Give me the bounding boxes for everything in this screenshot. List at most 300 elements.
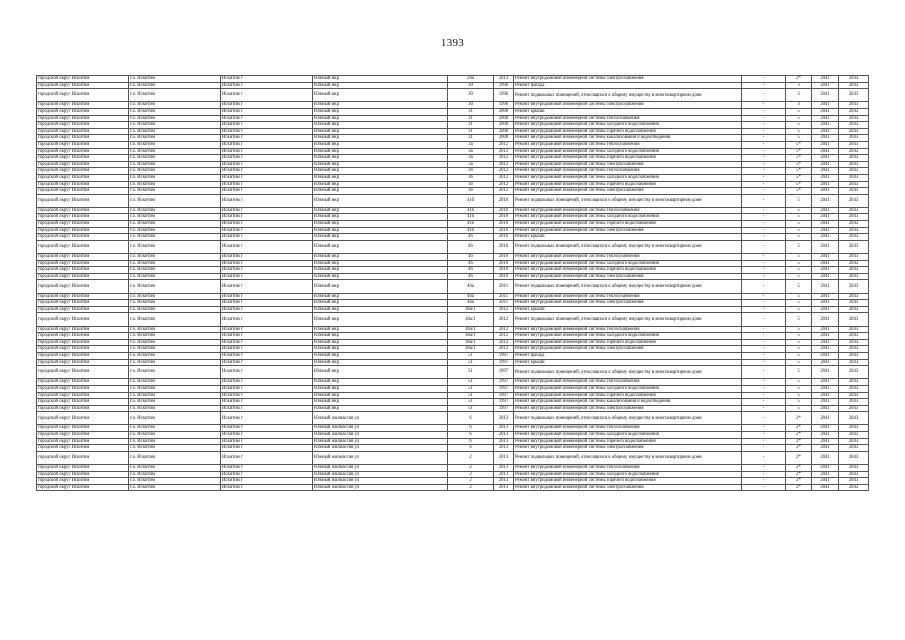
table-row bbox=[37, 76, 869, 83]
cell-end-year: 2043 bbox=[839, 484, 869, 491]
cell-end-year: 2043 bbox=[839, 254, 869, 261]
cell-year-built: 1997 bbox=[494, 352, 514, 359]
cell-street: Южный мкр bbox=[313, 227, 448, 234]
cell-house-number: 3а bbox=[448, 155, 494, 162]
cell-term: 2* bbox=[786, 478, 812, 485]
cell-district: городской округ Искитим bbox=[37, 227, 129, 234]
cell-district: городской округ Искитим bbox=[37, 181, 129, 188]
table-row bbox=[37, 89, 869, 102]
cell-house-number: 46 bbox=[448, 273, 494, 280]
cell-start-year: 2041 bbox=[812, 260, 839, 267]
cell-settlement: г.о. Искитим bbox=[129, 445, 221, 452]
cell-house-number: 51 bbox=[448, 405, 494, 412]
cell-settlement: г.о. Искитим bbox=[129, 188, 221, 195]
table-row bbox=[37, 313, 869, 326]
cell-district: городской округ Искитим bbox=[37, 221, 129, 228]
cell-district: городской округ Искитим bbox=[37, 379, 129, 386]
table-row bbox=[37, 135, 869, 142]
cell-term: 5 bbox=[786, 306, 812, 313]
table-row bbox=[37, 392, 869, 399]
cell-work-type: Ремонт подвальных помещений, относящихся к общему имуществу в многоквартирном доме bbox=[514, 451, 742, 464]
cell-street: Южный мкр bbox=[313, 122, 448, 129]
table-row bbox=[37, 174, 869, 181]
cell-term: 5 bbox=[786, 333, 812, 340]
cell-start-year: 2041 bbox=[812, 339, 839, 346]
cell-street: Южный мкр bbox=[313, 194, 448, 207]
cell-end-year: 2043 bbox=[839, 300, 869, 307]
cell-district: городской округ Искитим bbox=[37, 432, 129, 439]
cell-end-year: 2043 bbox=[839, 207, 869, 214]
cell-year-built: 2012 bbox=[494, 174, 514, 181]
cell-year-built: 2013 bbox=[494, 432, 514, 439]
cell-house-number: 41б bbox=[448, 194, 494, 207]
cell-house-number: 31 bbox=[448, 128, 494, 135]
cell-work-type: Ремонт внутридомовой инженерной системы горячего водоснабжения bbox=[514, 155, 742, 162]
cell-city: Искитим г bbox=[221, 392, 313, 399]
cell-start-year: 2041 bbox=[812, 478, 839, 485]
cell-district: городской округ Искитим bbox=[37, 471, 129, 478]
cell-year-built: 2010 bbox=[494, 267, 514, 274]
cell-end-year: 2043 bbox=[839, 432, 869, 439]
cell-term: 5* bbox=[786, 161, 812, 168]
cell-work-type: Ремонт фасада bbox=[514, 82, 742, 89]
cell-end-year: 2043 bbox=[839, 366, 869, 379]
cell-settlement: г.о. Искитим bbox=[129, 122, 221, 129]
cell-flag: - bbox=[742, 445, 786, 452]
cell-work-type: Ремонт подвальных помещений, относящихся к общему имуществу в многоквартирном доме bbox=[514, 366, 742, 379]
cell-settlement: г.о. Искитим bbox=[129, 438, 221, 445]
cell-settlement: г.о. Искитим bbox=[129, 141, 221, 148]
cell-city: Искитим г bbox=[221, 108, 313, 115]
cell-house-number: 46 bbox=[448, 254, 494, 261]
cell-flag: - bbox=[742, 141, 786, 148]
cell-term: 5 bbox=[786, 234, 812, 241]
cell-term: 5 bbox=[786, 194, 812, 207]
cell-start-year: 2041 bbox=[812, 102, 839, 109]
cell-street: Южный мкр bbox=[313, 181, 448, 188]
cell-street: Южный мкр bbox=[313, 102, 448, 109]
cell-city: Искитим г bbox=[221, 128, 313, 135]
cell-house-number: 3б bbox=[448, 174, 494, 181]
cell-house-number: 51 bbox=[448, 352, 494, 359]
cell-house-number: 2 bbox=[448, 465, 494, 472]
cell-work-type: Ремонт внутридомовой инженерной системы теплоснабжения bbox=[514, 379, 742, 386]
cell-city: Искитим г bbox=[221, 273, 313, 280]
table-row bbox=[37, 188, 869, 195]
cell-city: Искитим г bbox=[221, 188, 313, 195]
cell-end-year: 2043 bbox=[839, 122, 869, 129]
cell-house-number: 46а bbox=[448, 293, 494, 300]
cell-city: Искитим г bbox=[221, 484, 313, 491]
cell-end-year: 2043 bbox=[839, 359, 869, 366]
cell-term: 3 bbox=[786, 82, 812, 89]
cell-district: городской округ Искитим bbox=[37, 168, 129, 175]
cell-start-year: 2041 bbox=[812, 425, 839, 432]
cell-settlement: г.о. Искитим bbox=[129, 108, 221, 115]
cell-term: 2* bbox=[786, 465, 812, 472]
table-row bbox=[37, 267, 869, 274]
cell-end-year: 2043 bbox=[839, 405, 869, 412]
cell-house-number: 6 bbox=[448, 412, 494, 425]
cell-city: Искитим г bbox=[221, 478, 313, 485]
cell-street: Южный мкр bbox=[313, 379, 448, 386]
cell-city: Искитим г bbox=[221, 293, 313, 300]
cell-end-year: 2043 bbox=[839, 260, 869, 267]
cell-district: городской округ Искитим bbox=[37, 293, 129, 300]
cell-house-number: 51 bbox=[448, 366, 494, 379]
cell-term: 5 bbox=[786, 227, 812, 234]
cell-flag: - bbox=[742, 280, 786, 293]
cell-flag: - bbox=[742, 425, 786, 432]
cell-district: городской округ Искитим bbox=[37, 425, 129, 432]
cell-settlement: г.о. Искитим bbox=[129, 300, 221, 307]
cell-city: Искитим г bbox=[221, 76, 313, 83]
cell-city: Искитим г bbox=[221, 168, 313, 175]
cell-flag: - bbox=[742, 412, 786, 425]
cell-street: Южный жилмассив ул bbox=[313, 438, 448, 445]
cell-term: 3 bbox=[786, 89, 812, 102]
cell-start-year: 2041 bbox=[812, 313, 839, 326]
cell-year-built: 2011 bbox=[494, 293, 514, 300]
cell-street: Южный мкр bbox=[313, 273, 448, 280]
cell-city: Искитим г bbox=[221, 438, 313, 445]
cell-street: Южный жилмассив ул bbox=[313, 425, 448, 432]
cell-settlement: г.о. Искитим bbox=[129, 339, 221, 346]
cell-flag: - bbox=[742, 260, 786, 267]
table-row bbox=[37, 346, 869, 353]
cell-year-built: 2013 bbox=[494, 484, 514, 491]
cell-house-number: 51 bbox=[448, 379, 494, 386]
cell-settlement: г.о. Искитим bbox=[129, 174, 221, 181]
cell-street: Южный мкр bbox=[313, 214, 448, 221]
cell-city: Искитим г bbox=[221, 260, 313, 267]
cell-year-built: 1996 bbox=[494, 89, 514, 102]
cell-end-year: 2043 bbox=[839, 148, 869, 155]
cell-flag: - bbox=[742, 379, 786, 386]
cell-settlement: г.о. Искитим bbox=[129, 207, 221, 214]
cell-house-number: 41б bbox=[448, 207, 494, 214]
cell-work-type: Ремонт внутридомовой инженерной системы холодного водоснабжения bbox=[514, 122, 742, 129]
table-row bbox=[37, 280, 869, 293]
cell-start-year: 2041 bbox=[812, 108, 839, 115]
cell-year-built: 2000 bbox=[494, 122, 514, 129]
cell-settlement: г.о. Искитим bbox=[129, 82, 221, 89]
cell-start-year: 2041 bbox=[812, 293, 839, 300]
cell-term: 2* bbox=[786, 76, 812, 83]
cell-term: 5 bbox=[786, 207, 812, 214]
cell-flag: - bbox=[742, 240, 786, 253]
table-row bbox=[37, 465, 869, 472]
cell-work-type: Ремонт внутридомовой инженерной системы электроснабжения bbox=[514, 346, 742, 353]
cell-district: городской округ Искитим bbox=[37, 260, 129, 267]
cell-year-built: 2010 bbox=[494, 234, 514, 241]
cell-start-year: 2041 bbox=[812, 254, 839, 261]
cell-start-year: 2041 bbox=[812, 451, 839, 464]
cell-settlement: г.о. Искитим bbox=[129, 379, 221, 386]
cell-year-built: 2013 bbox=[494, 478, 514, 485]
cell-work-type: Ремонт внутридомовой инженерной системы теплоснабжения bbox=[514, 207, 742, 214]
cell-district: городской округ Искитим bbox=[37, 412, 129, 425]
cell-start-year: 2041 bbox=[812, 267, 839, 274]
cell-city: Искитим г bbox=[221, 399, 313, 406]
table-row bbox=[37, 333, 869, 340]
cell-city: Искитим г bbox=[221, 221, 313, 228]
cell-city: Искитим г bbox=[221, 366, 313, 379]
cell-end-year: 2043 bbox=[839, 273, 869, 280]
cell-flag: - bbox=[742, 214, 786, 221]
cell-flag: - bbox=[742, 273, 786, 280]
cell-start-year: 2041 bbox=[812, 326, 839, 333]
cell-work-type: Ремонт подвальных помещений, относящихся к общему имуществу в многоквартирном доме bbox=[514, 313, 742, 326]
cell-house-number: 46а bbox=[448, 300, 494, 307]
cell-term: 5 bbox=[786, 135, 812, 142]
cell-house-number: 46а/1 bbox=[448, 306, 494, 313]
cell-year-built: 2012 bbox=[494, 306, 514, 313]
cell-district: городской округ Искитим bbox=[37, 352, 129, 359]
table-row bbox=[37, 405, 869, 412]
cell-start-year: 2041 bbox=[812, 300, 839, 307]
cell-street: Южный мкр bbox=[313, 108, 448, 115]
cell-work-type: Ремонт внутридомовой инженерной системы электроснабжения bbox=[514, 161, 742, 168]
cell-flag: - bbox=[742, 326, 786, 333]
table-row bbox=[37, 339, 869, 346]
cell-term: 5 bbox=[786, 326, 812, 333]
cell-flag: - bbox=[742, 359, 786, 366]
cell-term: 5* bbox=[786, 181, 812, 188]
cell-district: городской округ Искитим bbox=[37, 333, 129, 340]
cell-settlement: г.о. Искитим bbox=[129, 76, 221, 83]
cell-start-year: 2041 bbox=[812, 89, 839, 102]
table-row bbox=[37, 128, 869, 135]
cell-district: городской округ Искитим bbox=[37, 313, 129, 326]
cell-house-number: 3а bbox=[448, 148, 494, 155]
cell-district: городской округ Искитим bbox=[37, 385, 129, 392]
cell-term: 5 bbox=[786, 108, 812, 115]
cell-city: Искитим г bbox=[221, 227, 313, 234]
table-row bbox=[37, 451, 869, 464]
cell-work-type: Ремонт внутридомовой инженерной системы канализования и водоотведения bbox=[514, 399, 742, 406]
cell-start-year: 2041 bbox=[812, 352, 839, 359]
cell-end-year: 2043 bbox=[839, 379, 869, 386]
cell-settlement: г.о. Искитим bbox=[129, 366, 221, 379]
cell-end-year: 2043 bbox=[839, 155, 869, 162]
cell-year-built: 2012 bbox=[494, 161, 514, 168]
cell-start-year: 2041 bbox=[812, 366, 839, 379]
cell-city: Искитим г bbox=[221, 194, 313, 207]
cell-term: 2* bbox=[786, 412, 812, 425]
cell-end-year: 2043 bbox=[839, 280, 869, 293]
cell-flag: - bbox=[742, 234, 786, 241]
cell-term: 5 bbox=[786, 128, 812, 135]
cell-house-number: 6 bbox=[448, 445, 494, 452]
cell-term: 2* bbox=[786, 484, 812, 491]
cell-house-number: 41б bbox=[448, 227, 494, 234]
cell-start-year: 2041 bbox=[812, 141, 839, 148]
cell-start-year: 2041 bbox=[812, 221, 839, 228]
cell-work-type: Ремонт подвальных помещений, относящихся к общему имуществу в многоквартирном доме bbox=[514, 89, 742, 102]
cell-start-year: 2041 bbox=[812, 234, 839, 241]
cell-end-year: 2043 bbox=[839, 339, 869, 346]
table-body bbox=[37, 76, 869, 491]
cell-flag: - bbox=[742, 366, 786, 379]
cell-district: городской округ Искитим bbox=[37, 141, 129, 148]
cell-term: 5 bbox=[786, 366, 812, 379]
table-row bbox=[37, 385, 869, 392]
cell-work-type: Ремонт внутридомовой инженерной системы электроснабжения bbox=[514, 300, 742, 307]
cell-work-type: Ремонт внутридомовой инженерной системы теплоснабжения bbox=[514, 115, 742, 122]
cell-term: 5 bbox=[786, 379, 812, 386]
cell-street: Южный мкр bbox=[313, 148, 448, 155]
cell-work-type: Ремонт внутридомовой инженерной системы горячего водоснабжения bbox=[514, 128, 742, 135]
cell-end-year: 2043 bbox=[839, 352, 869, 359]
cell-house-number: 6 bbox=[448, 438, 494, 445]
cell-work-type: Ремонт крыши bbox=[514, 306, 742, 313]
cell-city: Искитим г bbox=[221, 313, 313, 326]
cell-year-built: 2013 bbox=[494, 465, 514, 472]
cell-street: Южный мкр bbox=[313, 306, 448, 313]
cell-street: Южный жилмассив ул bbox=[313, 465, 448, 472]
table-row bbox=[37, 240, 869, 253]
cell-end-year: 2043 bbox=[839, 76, 869, 83]
cell-district: городской округ Искитим bbox=[37, 451, 129, 464]
cell-settlement: г.о. Искитим bbox=[129, 280, 221, 293]
cell-flag: - bbox=[742, 300, 786, 307]
cell-district: городской округ Искитим bbox=[37, 89, 129, 102]
table-row bbox=[37, 141, 869, 148]
cell-street: Южный жилмассив ул bbox=[313, 478, 448, 485]
cell-year-built: 2010 bbox=[494, 194, 514, 207]
cell-house-number: 31 bbox=[448, 108, 494, 115]
cell-work-type: Ремонт внутридомовой инженерной системы электроснабжения bbox=[514, 76, 742, 83]
cell-start-year: 2041 bbox=[812, 128, 839, 135]
cell-house-number: 46а/1 bbox=[448, 326, 494, 333]
cell-term: 5 bbox=[786, 115, 812, 122]
cell-district: городской округ Искитим bbox=[37, 188, 129, 195]
cell-year-built: 2012 bbox=[494, 181, 514, 188]
cell-street: Южный мкр bbox=[313, 359, 448, 366]
cell-flag: - bbox=[742, 339, 786, 346]
cell-district: городской округ Искитим bbox=[37, 148, 129, 155]
cell-term: 2* bbox=[786, 451, 812, 464]
cell-end-year: 2043 bbox=[839, 168, 869, 175]
cell-house-number: 51 bbox=[448, 399, 494, 406]
cell-city: Искитим г bbox=[221, 135, 313, 142]
cell-end-year: 2043 bbox=[839, 82, 869, 89]
cell-end-year: 2043 bbox=[839, 161, 869, 168]
cell-flag: - bbox=[742, 267, 786, 274]
cell-district: городской округ Искитим bbox=[37, 280, 129, 293]
cell-year-built: 2012 bbox=[494, 168, 514, 175]
cell-city: Искитим г bbox=[221, 254, 313, 261]
cell-start-year: 2041 bbox=[812, 122, 839, 129]
cell-end-year: 2043 bbox=[839, 438, 869, 445]
cell-start-year: 2041 bbox=[812, 405, 839, 412]
cell-city: Искитим г bbox=[221, 379, 313, 386]
table-row bbox=[37, 399, 869, 406]
table-row bbox=[37, 221, 869, 228]
cell-district: городской округ Искитим bbox=[37, 366, 129, 379]
cell-term: 2* bbox=[786, 432, 812, 439]
cell-city: Искитим г bbox=[221, 181, 313, 188]
cell-settlement: г.о. Искитим bbox=[129, 260, 221, 267]
cell-district: городской округ Искитим bbox=[37, 359, 129, 366]
cell-settlement: г.о. Искитим bbox=[129, 326, 221, 333]
cell-end-year: 2043 bbox=[839, 174, 869, 181]
cell-year-built: 2012 bbox=[494, 148, 514, 155]
cell-settlement: г.о. Искитим bbox=[129, 313, 221, 326]
cell-year-built: 1997 bbox=[494, 379, 514, 386]
cell-work-type: Ремонт внутридомовой инженерной системы электроснабжения bbox=[514, 484, 742, 491]
cell-house-number: 6 bbox=[448, 432, 494, 439]
cell-term: 5 bbox=[786, 346, 812, 353]
cell-start-year: 2041 bbox=[812, 359, 839, 366]
cell-city: Искитим г bbox=[221, 280, 313, 293]
cell-work-type: Ремонт фасада bbox=[514, 352, 742, 359]
cell-end-year: 2043 bbox=[839, 313, 869, 326]
cell-settlement: г.о. Искитим bbox=[129, 155, 221, 162]
table-row bbox=[37, 214, 869, 221]
table-row bbox=[37, 108, 869, 115]
cell-city: Искитим г bbox=[221, 405, 313, 412]
table-row bbox=[37, 359, 869, 366]
cell-street: Южный жилмассив ул bbox=[313, 451, 448, 464]
cell-work-type: Ремонт крыши bbox=[514, 108, 742, 115]
cell-start-year: 2041 bbox=[812, 379, 839, 386]
cell-start-year: 2041 bbox=[812, 240, 839, 253]
cell-start-year: 2041 bbox=[812, 333, 839, 340]
cell-start-year: 2041 bbox=[812, 399, 839, 406]
cell-end-year: 2043 bbox=[839, 227, 869, 234]
cell-district: городской округ Искитим bbox=[37, 254, 129, 261]
cell-settlement: г.о. Искитим bbox=[129, 148, 221, 155]
cell-flag: - bbox=[742, 346, 786, 353]
cell-city: Искитим г bbox=[221, 445, 313, 452]
cell-district: городской округ Искитим bbox=[37, 240, 129, 253]
cell-district: городской округ Искитим bbox=[37, 234, 129, 241]
table-row bbox=[37, 352, 869, 359]
cell-end-year: 2043 bbox=[839, 108, 869, 115]
cell-term: 2* bbox=[786, 438, 812, 445]
cell-end-year: 2043 bbox=[839, 240, 869, 253]
cell-year-built: 2013 bbox=[494, 412, 514, 425]
cell-end-year: 2043 bbox=[839, 346, 869, 353]
cell-street: Южный мкр bbox=[313, 326, 448, 333]
cell-term: 2* bbox=[786, 425, 812, 432]
cell-settlement: г.о. Искитим bbox=[129, 306, 221, 313]
cell-street: Южный мкр bbox=[313, 260, 448, 267]
cell-end-year: 2043 bbox=[839, 89, 869, 102]
cell-settlement: г.о. Искитим bbox=[129, 392, 221, 399]
cell-settlement: г.о. Искитим bbox=[129, 432, 221, 439]
cell-start-year: 2041 bbox=[812, 227, 839, 234]
cell-settlement: г.о. Искитим bbox=[129, 115, 221, 122]
cell-city: Искитим г bbox=[221, 89, 313, 102]
cell-city: Искитим г bbox=[221, 174, 313, 181]
cell-district: городской округ Искитим bbox=[37, 300, 129, 307]
cell-flag: - bbox=[742, 122, 786, 129]
cell-flag: - bbox=[742, 115, 786, 122]
cell-street: Южный мкр bbox=[313, 385, 448, 392]
cell-flag: - bbox=[742, 471, 786, 478]
cell-city: Искитим г bbox=[221, 102, 313, 109]
cell-term: 5* bbox=[786, 141, 812, 148]
cell-end-year: 2043 bbox=[839, 102, 869, 109]
cell-year-built: 2000 bbox=[494, 135, 514, 142]
cell-work-type: Ремонт внутридомовой инженерной системы холодного водоснабжения bbox=[514, 148, 742, 155]
cell-work-type: Ремонт подвальных помещений, относящихся к общему имуществу в многоквартирном доме bbox=[514, 194, 742, 207]
cell-year-built: 1997 bbox=[494, 359, 514, 366]
cell-start-year: 2041 bbox=[812, 82, 839, 89]
